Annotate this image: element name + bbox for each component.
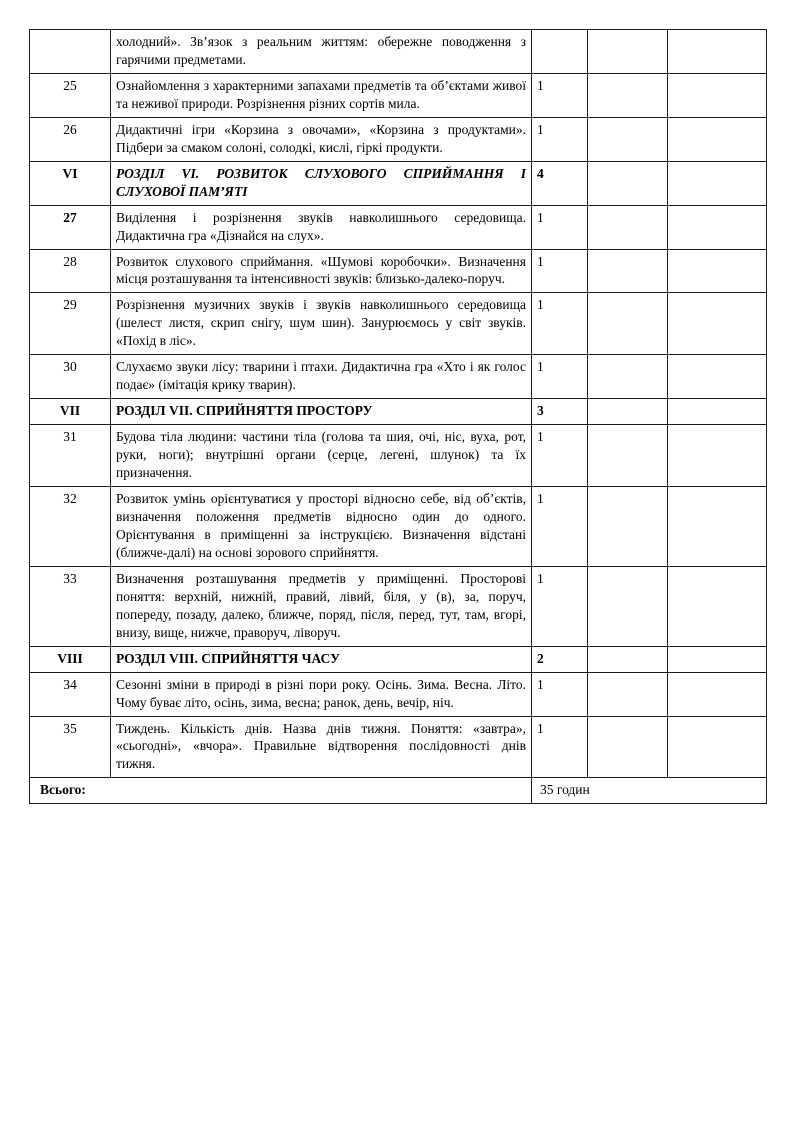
row-extra-column-1 [588,205,668,249]
row-extra-column-1 [588,30,668,74]
section-title: РОЗДІЛ VII. СПРИЙНЯТТЯ ПРОСТОРУ [111,399,532,425]
row-hours: 1 [532,205,588,249]
row-number: 28 [30,249,111,293]
row-content: Сезонні зміни в природі в різні пори року. Осінь. Зима. Весна. Літо. Чому буває літо, осінь, зима, весна; ранок, день, вечір, ніч. [111,672,532,716]
row-extra-column-2 [668,399,767,425]
section-header-row [30,161,767,205]
table-row [30,672,767,716]
table-row [30,487,767,567]
row-content: Тиждень. Кількість днів. Назва днів тижня. Поняття: «завтра», «сьогодні», «вчора». Правильне відтворення послідовності днів тижня. [111,716,532,778]
row-hours: 1 [532,425,588,487]
table-row [30,425,767,487]
row-extra-column-1 [588,355,668,399]
row-extra-column-1 [588,249,668,293]
row-content: холодний». Зв’язок з реальним життям: обережне поводження з гарячими предметами. [111,30,532,74]
row-hours: 1 [532,487,588,567]
total-row [30,778,767,804]
section-title: РОЗДІЛ VI. РОЗВИТОК СЛУХОВОГО СПРИЙМАННЯ І СЛУХОВОЇ ПАМ’ЯТІ [111,161,532,205]
row-extra-column-2 [668,425,767,487]
table-body [30,30,767,804]
row-number: 26 [30,117,111,161]
section-hours: 4 [532,161,588,205]
table-row [30,355,767,399]
row-extra-column-1 [588,646,668,672]
table-row [30,205,767,249]
row-extra-column-1 [588,672,668,716]
section-hours: 2 [532,646,588,672]
row-number: 33 [30,566,111,646]
row-hours: 1 [532,355,588,399]
row-extra-column-1 [588,73,668,117]
row-number: 30 [30,355,111,399]
row-extra-column-2 [668,249,767,293]
section-header-row [30,646,767,672]
row-number: 32 [30,487,111,567]
row-extra-column-1 [588,293,668,355]
row-hours: 1 [532,293,588,355]
row-number: 31 [30,425,111,487]
row-content: Розвиток умінь орієнтуватися у просторі відносно себе, від об’єктів, визначення положення предметів відносно один до одного. Орієнтування в приміщенні за інструкцією. Визначення відстані (ближче-далі) на основі зорового сприйняття. [111,487,532,567]
row-extra-column-1 [588,566,668,646]
row-number: 34 [30,672,111,716]
section-number: VI [30,161,111,205]
row-extra-column-2 [668,293,767,355]
table-row [30,566,767,646]
row-hours: 1 [532,117,588,161]
row-number: 27 [30,205,111,249]
row-extra-column-1 [588,399,668,425]
row-hours: 1 [532,672,588,716]
row-content: Слухаємо звуки лісу: тварини і птахи. Дидактична гра «Хто і як голос подає» (імітація крику тварин). [111,355,532,399]
section-number: VII [30,399,111,425]
row-number: 35 [30,716,111,778]
row-hours: 1 [532,73,588,117]
row-number: 25 [30,73,111,117]
row-extra-column-2 [668,487,767,567]
table-row [30,293,767,355]
row-content: Дидактичні ігри «Корзина з овочами», «Корзина з продуктами». Підбери за смаком солоні, солодкі, кислі, гіркі продукти. [111,117,532,161]
row-extra-column-2 [668,205,767,249]
table-row [30,73,767,117]
row-content: Розрізнення музичних звуків і звуків навколишнього середовища (шелест листя, скрип снігу, шум шин). Занурюємось у світ звуків. «Похід в ліс». [111,293,532,355]
row-content: Виділення і розрізнення звуків навколишнього середовища. Дидактична гра «Дізнайся на слух». [111,205,532,249]
row-content: Будова тіла людини: частини тіла (голова та шия, очі, ніс, вуха, рот, руки, ноги); внутрішні органи (серце, легені, шлунок) та їх призначення. [111,425,532,487]
table-row [30,117,767,161]
table-row [30,249,767,293]
row-hours: 1 [532,249,588,293]
row-extra-column-2 [668,30,767,74]
row-extra-column-1 [588,425,668,487]
row-extra-column-1 [588,117,668,161]
row-hours [532,30,588,74]
row-content: Ознайомлення з характерними запахами предметів та об’єктами живої та неживої природи. Розрізнення різних сортів мила. [111,73,532,117]
row-extra-column-2 [668,117,767,161]
row-extra-column-2 [668,566,767,646]
row-extra-column-2 [668,646,767,672]
row-extra-column-1 [588,161,668,205]
table-row [30,30,767,74]
section-header-row [30,399,767,425]
total-label: Всього: [30,778,532,804]
row-hours: 1 [532,716,588,778]
row-extra-column-1 [588,716,668,778]
row-extra-column-2 [668,716,767,778]
section-title: РОЗДІЛ VIII. СПРИЙНЯТТЯ ЧАСУ [111,646,532,672]
row-hours: 1 [532,566,588,646]
row-extra-column-1 [588,487,668,567]
row-content: Визначення розташування предметів у приміщенні. Просторові поняття: верхній, нижній, правий, лівий, біля, у (в), за, поруч, попереду, позаду, далеко, ближче, поряд, після, перед, тут, там, вгорі, внизу, вище, нижче, праворуч, ліворуч. [111,566,532,646]
row-extra-column-2 [668,355,767,399]
row-extra-column-2 [668,672,767,716]
total-value: 35 годин [532,778,767,804]
row-content: Розвиток слухового сприймання. «Шумові коробочки». Визначення місця розташування та інтенсивності звуків: близько-далеко-поруч. [111,249,532,293]
section-hours: 3 [532,399,588,425]
table-row [30,716,767,778]
section-number: VIII [30,646,111,672]
row-number [30,30,111,74]
lesson-plan-table [29,29,767,804]
row-number: 29 [30,293,111,355]
row-extra-column-2 [668,73,767,117]
row-extra-column-2 [668,161,767,205]
